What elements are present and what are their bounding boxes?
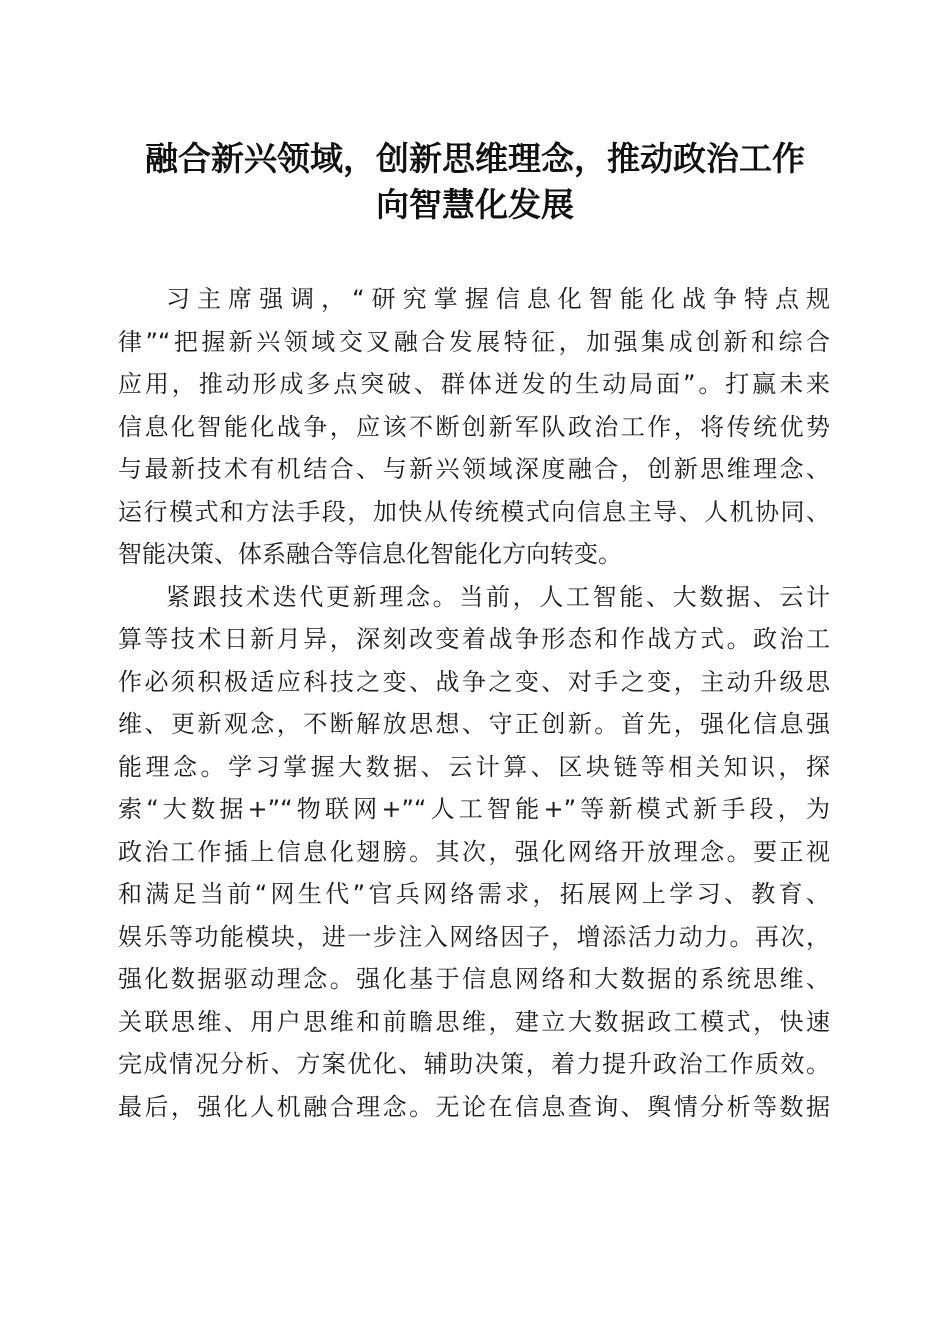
paragraph-1 — [118, 278, 830, 576]
paragraph-line: 作必须积极适应科技之变、战争之变、对手之变，主动升级思 — [118, 667, 830, 696]
document-body — [118, 278, 830, 1128]
paragraph-line: 与最新技术有机结合、与新兴领域深度融合，创新思维理念、 — [118, 455, 830, 483]
paragraph-line: 娱乐等功能模块，进一步注入网络因子，增添活力动力。再次， — [118, 922, 830, 951]
title-line-1: 融合新兴领域，创新思维理念，推动政治工作 — [145, 139, 805, 178]
title-line-2: 向智慧化发展 — [376, 185, 574, 224]
paragraph-line: 运行模式和方法手段，加快从传统模式向信息主导、人机协同、 — [118, 497, 830, 526]
paragraph-line: 紧跟技术迭代更新理念。当前，人工智能、大数据、云计 — [166, 582, 830, 611]
paragraph-line: 关联思维、用户思维和前瞻思维，建立大数据政工模式，快速 — [118, 1007, 830, 1036]
paragraph-line: 完成情况分析、方案优化、辅助决策，着力提升政治工作质效。 — [118, 1050, 830, 1078]
document-title — [100, 136, 850, 228]
paragraph-line: 最后，强化人机融合理念。无论在信息查询、舆情分析等数据 — [118, 1092, 830, 1121]
paragraph-line: 索“大数据+”“物联网+”“人工智能+”等新模式新手段，为 — [118, 795, 830, 823]
paragraph-2 — [118, 576, 830, 1129]
paragraph-line: 律”“把握新兴领域交叉融合发展特征，加强集成创新和综合 — [118, 327, 830, 356]
paragraph-line: 算等技术日新月异，深刻改变着战争形态和作战方式。政治工 — [118, 625, 830, 653]
paragraph-line: 习主席强调，“研究掌握信息化智能化战争特点规 — [166, 285, 830, 313]
paragraph-line: 智能决策、体系融合等信息化智能化方向转变。 — [118, 540, 622, 568]
paragraph-line: 应用，推动形成多点突破、群体迸发的生动局面”。打赢未来 — [118, 370, 830, 398]
paragraph-line: 维、更新观念，不断解放思想、守正创新。首先，强化信息强 — [118, 710, 830, 738]
paragraph-line: 信息化智能化战争，应该不断创新军队政治工作，将传统优势 — [118, 412, 830, 441]
paragraph-line: 政治工作插上信息化翅膀。其次，强化网络开放理念。要正视 — [118, 837, 830, 866]
paragraph-line: 强化数据驱动理念。强化基于信息网络和大数据的系统思维、 — [118, 965, 830, 993]
paragraph-line: 和满足当前“网生代”官兵网络需求，拓展网上学习、教育、 — [118, 880, 830, 908]
paragraph-line: 能理念。学习掌握大数据、云计算、区块链等相关知识，探 — [118, 752, 830, 781]
